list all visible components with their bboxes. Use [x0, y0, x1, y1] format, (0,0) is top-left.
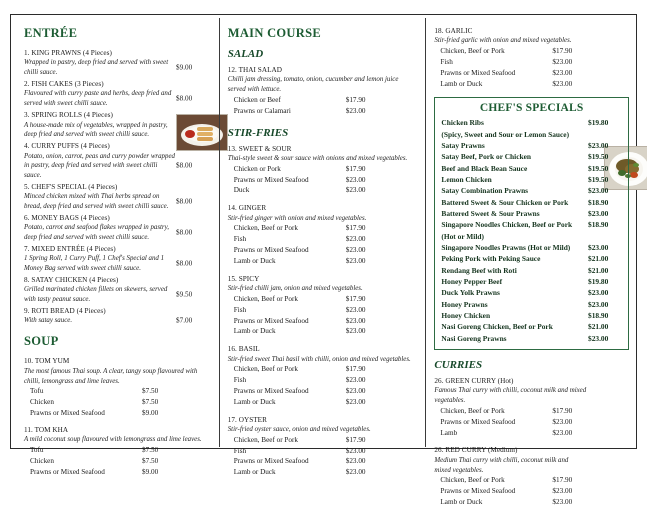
special-name: Nasi Goreng Chicken, Beef or Pork: [441, 322, 553, 332]
stir-fry-item-option-row: [228, 256, 418, 267]
stir-fry-item-option-row: [228, 386, 418, 397]
stir-fry-item-option-row: [228, 397, 418, 408]
entree-item: [24, 79, 211, 109]
stir-fry-item: [228, 274, 418, 337]
option-name: Chicken, Beef or Pork: [233, 435, 299, 444]
soup-option-row: [24, 445, 211, 456]
special-row: [441, 197, 622, 208]
curry-item-option-row: [434, 406, 629, 417]
special-row: [441, 219, 622, 230]
option-name: Chicken, Beef or Pork: [233, 365, 299, 374]
special-price: $23.00: [588, 186, 609, 196]
stir-fry-item-title: 14. GINGER: [227, 204, 267, 213]
entree-item: [24, 275, 211, 305]
option-price: $23.00: [345, 246, 366, 255]
salad-item-option-row: [228, 95, 418, 106]
stir-fry-item: [228, 203, 418, 266]
option-name: Prawns or Calamari: [233, 106, 291, 115]
special-price: $21.00: [588, 322, 609, 332]
curry-item-desc: Medium Thai curry with chilli, coconut milk and mixed vegetables.: [434, 456, 569, 474]
section-header-main-course: MAIN COURSE: [227, 26, 321, 40]
curry-item: [434, 445, 629, 507]
stir-fries-list: [228, 144, 418, 478]
option-name: Lamb or Duck: [233, 397, 276, 406]
garlic-block: [434, 26, 629, 89]
option-price: $17.90: [552, 47, 573, 56]
special-price: $23.00: [588, 209, 609, 219]
soup-item: [24, 425, 211, 478]
special-price: $19.50: [588, 163, 609, 173]
salad-item-option-row: [228, 106, 418, 117]
option-name: Fish: [233, 235, 247, 244]
option-name: Chicken or Pork: [233, 164, 281, 173]
special-price: $19.80: [588, 118, 609, 128]
option-price: $17.90: [345, 435, 366, 444]
special-row: [441, 321, 622, 332]
stir-fry-item-option-row: [228, 234, 418, 245]
entree-item-desc: With satay sauce.: [24, 317, 73, 325]
stir-fry-item-option-row: [228, 375, 418, 386]
stir-fry-item-desc: Stir-fried ginger with onion and mixed vegetables.: [227, 214, 367, 222]
option-price: $23.00: [552, 79, 573, 88]
option-price: $23.00: [552, 487, 573, 496]
entree-item-price: $7.00: [176, 316, 193, 325]
special-price: $21.00: [588, 254, 609, 264]
special-row: [441, 253, 622, 264]
special-subtext: (Spicy, Sweet and Sour or Lemon Sauce): [441, 129, 570, 139]
option-price: $23.00: [345, 316, 366, 325]
entree-item-price: $8.00: [176, 197, 193, 206]
special-name: Honey Prawns: [441, 299, 488, 309]
option-name: Chicken or Beef: [233, 96, 281, 105]
menu-columns: [6, 8, 641, 507]
section-header-soup: SOUP: [24, 334, 59, 349]
garlic-item-option-row: [434, 46, 629, 57]
option-name: Prawns or Mixed Seafood: [233, 246, 309, 255]
special-row: [441, 185, 622, 196]
stir-fry-item-option-row: [228, 435, 418, 446]
option-price: $23.00: [345, 386, 366, 395]
entree-item-body: [24, 152, 211, 181]
entree-item-title: 9. ROTI BREAD (4 Pieces): [24, 307, 106, 316]
special-row: [441, 265, 622, 276]
stir-fry-item-option-row: [228, 316, 418, 327]
option-price: $23.00: [345, 446, 366, 455]
special-price: $18.90: [588, 197, 609, 207]
soup-list: [24, 356, 211, 477]
special-row: [441, 117, 622, 128]
option-price: $17.90: [552, 407, 573, 416]
option-price: $9.00: [142, 467, 159, 476]
salad-item: [228, 65, 418, 117]
special-name: Duck Yolk Prawns: [441, 288, 500, 298]
soup-item-title: 10. TOM YUM: [24, 357, 70, 366]
curry-item-option-row: [434, 428, 629, 439]
option-name: Prawns or Mixed Seafood: [233, 386, 309, 395]
stir-fry-item-desc: Stir-fried oyster sauce, onion and mixed vegetables.: [227, 425, 371, 433]
option-price: $23.00: [345, 256, 366, 265]
option-price: $23.00: [345, 186, 366, 195]
stir-fry-item-option-row: [228, 245, 418, 256]
soup-option-row: [24, 467, 211, 478]
special-row: [441, 151, 622, 162]
entree-item-body: [24, 58, 211, 78]
special-name: Peking Pork with Peking Sauce: [441, 254, 541, 264]
option-name: Fish: [233, 305, 247, 314]
option-price: $23.00: [345, 457, 366, 466]
special-name: Battered Sweet & Sour Chicken or Pork: [441, 197, 569, 207]
entree-item: [24, 244, 211, 274]
option-name: Prawns or Mixed Seafood: [30, 467, 105, 476]
option-price: $7.50: [142, 387, 159, 396]
garlic-item-option-row: [434, 57, 629, 68]
special-row: [441, 163, 622, 174]
entree-item-body: [24, 223, 211, 243]
salad-block: [228, 65, 418, 117]
option-name: Lamb or Duck: [440, 79, 483, 88]
special-price: $19.50: [588, 152, 609, 162]
column-left: [10, 18, 217, 476]
entree-item: [24, 48, 211, 78]
option-name: Prawns or Mixed Seafood: [440, 68, 516, 77]
option-price: $23.00: [345, 106, 366, 115]
entree-item-price: $9.50: [176, 290, 193, 299]
garlic-item-option-row: [434, 68, 629, 79]
special-name: Beef and Black Bean Sauce: [441, 163, 528, 173]
option-name: Chicken: [30, 398, 54, 407]
option-price: $23.00: [552, 428, 573, 437]
soup-option-row: [24, 408, 211, 419]
special-price: $23.00: [588, 243, 609, 253]
option-name: Chicken, Beef or Pork: [440, 47, 505, 56]
curry-item-option-row: [434, 475, 629, 486]
garlic-item-desc: Stir-fried garlic with onion and mixed vegetables.: [434, 37, 572, 45]
entree-item-title: 6. MONEY BAGS (4 Pieces): [24, 213, 110, 222]
soup-option-row: [24, 456, 211, 467]
curry-item-option-row: [434, 497, 629, 508]
special-price: $23.00: [588, 299, 609, 309]
column-right: [425, 18, 637, 507]
option-name: Prawns or Mixed Seafood: [440, 487, 516, 496]
option-name: Chicken, Beef or Pork: [440, 407, 505, 416]
option-name: Lamb or Duck: [233, 468, 276, 477]
stir-fry-item-option-row: [228, 456, 418, 467]
stir-fry-item-title: 16. BASIL: [227, 345, 260, 354]
section-header-salad: SALAD: [227, 48, 264, 60]
option-price: $23.00: [345, 468, 366, 477]
special-price: $21.00: [588, 265, 609, 275]
stir-fry-item-option-row: [228, 175, 418, 186]
stir-fry-item-option-row: [228, 364, 418, 375]
special-name: Lemon Chicken: [441, 175, 492, 185]
entree-item: [24, 182, 211, 212]
option-name: Prawns or Mixed Seafood: [30, 408, 105, 417]
option-name: Lamb or Duck: [440, 498, 483, 507]
entree-item-body: [24, 192, 211, 212]
option-name: Prawns or Mixed Seafood: [233, 457, 309, 466]
special-row: [441, 276, 622, 287]
option-price: $23.00: [552, 498, 573, 507]
entree-item-body: [24, 254, 211, 274]
special-name: Honey Chicken: [441, 311, 491, 320]
option-name: Chicken, Beef or Pork: [440, 476, 505, 485]
special-row: [441, 310, 622, 321]
garlic-item-title: 18. GARLIC: [434, 27, 473, 35]
entree-item-title: 1. KING PRAWNS (4 Pieces): [24, 49, 112, 57]
entree-item-body: [24, 89, 211, 109]
salad-item-title: 12. THAI SALAD: [227, 66, 283, 74]
section-header-curries: CURRIES: [434, 358, 483, 371]
soup-item: [24, 356, 211, 418]
soup-option-row: [24, 386, 211, 397]
special-subtext: (Hot or Mild): [441, 231, 484, 241]
entree-item-desc: Grilled marinated chicken fillets on skewers, served with tasty peanut sauce.: [24, 286, 168, 304]
special-name: Satay Prawns: [441, 141, 485, 151]
stir-fry-item-title: 15. SPICY: [227, 274, 260, 283]
section-header-stir-fries: STIR-FRIES: [227, 126, 289, 139]
option-price: $23.00: [345, 175, 366, 184]
entree-item-title: 8. SATAY CHICKEN (4 Pieces): [24, 276, 119, 285]
soup-item-desc: The most famous Thai soup. A clear, tangy soup flavoured with chilli, lemongrass and lime leaves.: [24, 367, 198, 385]
special-name: Satay Combination Prawns: [441, 186, 529, 196]
soup-option-row: [24, 397, 211, 408]
curry-item-option-row: [434, 417, 629, 428]
special-price: $19.80: [588, 277, 609, 287]
garlic-item: [434, 26, 629, 89]
special-price: $23.00: [588, 141, 609, 151]
option-price: $23.00: [345, 327, 366, 336]
stir-fry-item-desc: Stir-fried sweet Thai basil with chilli, onion and mixed vegetables.: [227, 355, 411, 363]
special-price: $18.90: [588, 311, 609, 320]
option-name: Chicken: [30, 456, 54, 465]
stir-fry-item-title: 17. OYSTER: [227, 415, 267, 424]
curries-list: [434, 376, 629, 508]
section-header-entree: ENTRÉE: [24, 26, 78, 40]
entree-item-title: 2. FISH CAKES (3 Pieces): [24, 80, 104, 89]
entree-item: [24, 213, 211, 243]
option-name: Fish: [233, 376, 247, 385]
chefs-specials-box: [434, 97, 629, 350]
option-name: Lamb: [440, 428, 458, 437]
option-name: Prawns or Mixed Seafood: [440, 417, 516, 426]
entree-item-desc: Potato, carrot and seafood flakes wrapped in pastry, deep fried and served with sweet chilli sauce.: [24, 224, 170, 242]
entree-item-desc: A house-made mix of vegetables, wrapped in pastry, deep fried and served with sweet chilli sauce.: [24, 121, 168, 139]
special-row: [441, 208, 622, 219]
soup-item-title: 11. TOM KHA: [24, 425, 69, 434]
special-row: [441, 174, 622, 185]
option-price: $23.00: [345, 376, 366, 385]
entree-item-desc: 1 Spring Roll, 1 Curry Puff, 1 Chef's Special and 1 Money Bag served with sweet chilli sauce.: [24, 255, 165, 273]
special-name: Rendang Beef with Roti: [441, 265, 517, 275]
special-name: Honey Pepper Beef: [441, 277, 503, 287]
curry-item: [434, 376, 629, 438]
option-name: Lamb or Duck: [233, 327, 276, 336]
entree-item-title: 5. CHEF'S SPECIAL (4 Pieces): [24, 182, 118, 191]
option-name: Prawns or Mixed Seafood: [233, 175, 309, 184]
special-name: Chicken Ribs: [441, 118, 484, 128]
entree-item-body: [24, 316, 211, 326]
option-price: $7.50: [142, 445, 159, 454]
stir-fry-item-option-row: [228, 294, 418, 305]
option-name: Prawns or Mixed Seafood: [233, 316, 309, 325]
option-name: Tofu: [30, 445, 44, 454]
special-price: $18.90: [588, 220, 609, 230]
stir-fry-item-option-row: [228, 467, 418, 478]
option-price: $17.90: [345, 164, 366, 173]
stir-fry-item-title: 13. SWEET & SOUR: [227, 144, 292, 153]
entree-item-desc: Flavoured with curry paste and herbs, deep fried and served with sweet chilli sauce.: [24, 90, 172, 108]
option-price: $17.90: [345, 96, 366, 105]
special-price: $19.50: [588, 175, 609, 185]
special-row: [441, 333, 622, 344]
entree-item-desc: Potato, onion, carrot, peas and curry powder wrapped in pastry, deep fried and served with sweet chilli sauce.: [24, 152, 175, 180]
option-price: $17.90: [345, 224, 366, 233]
soup-item-desc: A mild coconut soup flavoured with lemongrass and lime leaves.: [24, 436, 202, 444]
option-name: Fish: [440, 58, 453, 67]
entree-item-price: $8.00: [176, 259, 193, 268]
salad-item-desc: Chilli jam dressing, tomato, onion, cucumber and lemon juice served with lettuce.: [227, 76, 399, 94]
special-row: [441, 140, 622, 151]
curry-item-option-row: [434, 486, 629, 497]
special-row: [441, 299, 622, 310]
option-price: $17.90: [345, 294, 366, 303]
special-name: Singapore Noodles Chicken, Beef or Pork: [441, 220, 573, 230]
option-price: $7.50: [142, 398, 159, 407]
option-name: Lamb or Duck: [233, 256, 276, 265]
special-name: Singapore Noodles Prawns (Hot or Mild): [441, 243, 571, 253]
option-price: $23.00: [345, 397, 366, 406]
entree-item-desc: Minced chicken mixed with Thai herbs spread on bread, deep fried and served with sweet chilli sauce.: [24, 193, 169, 211]
chefs-specials-list: [441, 117, 622, 344]
chefs-specials-title: CHEF'S SPECIALS: [479, 102, 584, 115]
option-price: $17.90: [345, 365, 366, 374]
stir-fry-item-option-row: [228, 223, 418, 234]
stir-fry-item: [228, 344, 418, 407]
option-price: $9.00: [142, 408, 159, 417]
stir-fry-item-option-row: [228, 326, 418, 337]
special-row: [441, 287, 622, 298]
entree-list: [24, 48, 211, 326]
entree-item-title: 3. SPRING ROLLS (4 Pieces): [24, 111, 113, 120]
stir-fry-item-option-row: [228, 164, 418, 175]
special-row: [441, 242, 622, 253]
stir-fry-item-option-row: [228, 185, 418, 196]
entree-item-price: $9.00: [176, 63, 193, 72]
stir-fry-item-desc: Thai-style sweet & sour sauce with onions and mixed vegetables.: [227, 155, 408, 163]
entree-item-title: 7. MIXED ENTRÉE (4 Pieces): [24, 244, 116, 253]
special-name: Battered Sweet & Sour Prawns: [441, 209, 540, 219]
special-name: Nasi Goreng Prawns: [441, 333, 507, 343]
special-name: Satay Beef, Pork or Chicken: [441, 152, 531, 162]
curry-item-desc: Famous Thai curry with chilli, coconut milk and mixed vegetables.: [434, 387, 587, 405]
stir-fry-item: [228, 144, 418, 197]
column-middle: [219, 18, 424, 477]
option-price: $17.90: [552, 476, 573, 485]
stir-fry-item-option-row: [228, 446, 418, 457]
entree-item: [24, 306, 211, 326]
option-price: $23.00: [552, 58, 573, 67]
entree-item-price: $8.00: [176, 94, 193, 103]
stir-fry-item-desc: Stir-fried chilli jam, onion and mixed vegetables.: [227, 285, 363, 293]
entree-item-desc: Wrapped in pastry, deep fried and served with sweet chilli sauce.: [24, 59, 169, 77]
stir-fry-item-option-row: [228, 305, 418, 316]
option-name: Chicken, Beef or Pork: [233, 294, 299, 303]
entree-item-title: 4. CURRY PUFFS (4 Pieces): [24, 142, 110, 151]
stir-fry-item: [228, 415, 418, 478]
option-price: $7.50: [142, 456, 159, 465]
option-price: $23.00: [552, 417, 573, 426]
option-price: $23.00: [345, 305, 366, 314]
special-price: $23.00: [588, 288, 609, 298]
option-name: Duck: [233, 186, 250, 195]
option-price: $23.00: [552, 68, 573, 77]
curry-item-title: 26. RED CURRY (Medium): [434, 446, 518, 455]
option-name: Chicken, Beef or Pork: [233, 224, 299, 233]
entree-item-price: $8.00: [176, 228, 193, 237]
option-price: $23.00: [345, 235, 366, 244]
curry-item-title: 26. GREEN CURRY (Hot): [434, 376, 514, 385]
special-price: $23.00: [588, 333, 609, 343]
entree-item-body: [24, 285, 211, 305]
entree-item-price: $8.00: [176, 161, 193, 170]
option-name: Tofu: [30, 387, 44, 396]
garlic-item-option-row: [434, 79, 629, 90]
option-name: Fish: [233, 446, 247, 455]
